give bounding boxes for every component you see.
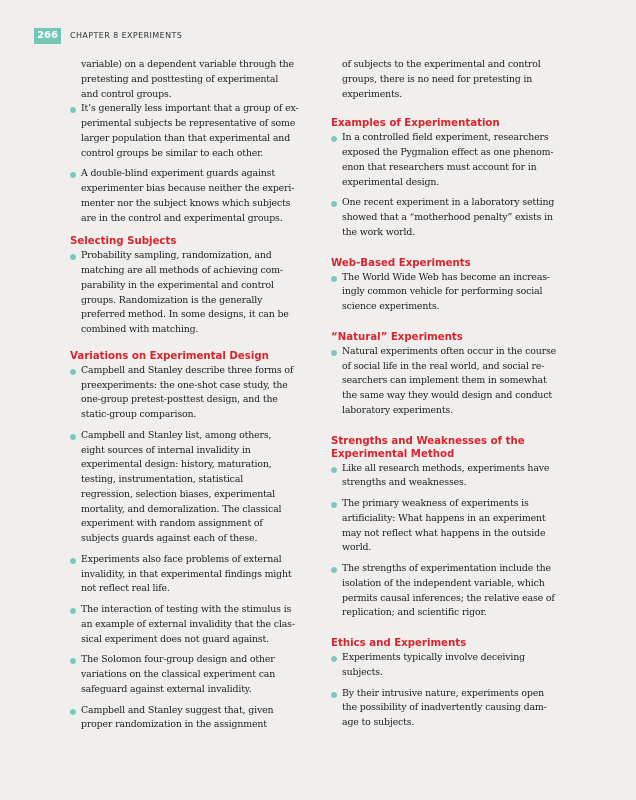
bullet-dot-icon bbox=[331, 692, 337, 698]
text-line: the same way they would design and conduct bbox=[342, 390, 553, 401]
bullet-item bbox=[70, 603, 310, 647]
text-line: eight sources of internal invalidity in bbox=[81, 444, 251, 456]
chapter-header: CHAPTER 8 EXPERIMENTS bbox=[70, 31, 183, 40]
text-line: A double-blind experiment guards against bbox=[81, 168, 275, 180]
text-line: variable) on a dependent variable through the bbox=[81, 59, 294, 70]
bullet-list bbox=[331, 131, 571, 240]
bullet-dot-icon bbox=[70, 558, 76, 564]
text-line: artificiality: What happens in an experiment bbox=[342, 512, 546, 524]
text-line: matching are all methods of achieving com- bbox=[81, 265, 283, 276]
text-line: permits causal inferences; the relative ease of bbox=[342, 592, 555, 604]
text-line: The primary weakness of experiments is bbox=[342, 498, 529, 509]
heading-line: Strengths and Weaknesses of the bbox=[331, 435, 525, 447]
bullet-item bbox=[331, 196, 571, 240]
text-line: subjects guards against each of these. bbox=[81, 533, 258, 544]
text-line: an example of external invalidity that the clas- bbox=[81, 618, 295, 630]
text-line: Like all research methods, experiments have bbox=[342, 462, 550, 474]
bullet-list bbox=[331, 651, 571, 731]
text-line: not reflect real life. bbox=[81, 583, 170, 595]
text-line: It’s generally less important that a group of ex- bbox=[81, 103, 299, 115]
text-line: testing, instrumentation, statistical bbox=[81, 474, 244, 485]
text-line: strengths and weaknesses. bbox=[342, 477, 467, 489]
text-line: Natural experiments often occur in the course bbox=[342, 345, 557, 357]
text-line: are in the control and experimental groups. bbox=[81, 212, 283, 224]
text-line: perimental subjects be representative of some bbox=[81, 118, 296, 129]
bullet-dot-icon bbox=[70, 658, 76, 664]
bullet-list bbox=[331, 345, 571, 419]
section-heading-web-based: Web-Based Experiments bbox=[331, 257, 471, 269]
paragraph bbox=[70, 58, 310, 102]
section-heading-natural: “Natural” Experiments bbox=[331, 331, 463, 343]
bullet-item bbox=[70, 102, 310, 161]
text-line: mortality, and demoralization. The classical bbox=[81, 503, 282, 515]
bullet-dot-icon bbox=[331, 136, 337, 142]
text-line: isolation of the independent variable, which bbox=[342, 577, 545, 589]
text-line: safeguard against external invalidity. bbox=[81, 683, 252, 695]
text-line: experiments. bbox=[342, 88, 403, 100]
text-line: Experiments typically involve deceiving bbox=[342, 652, 526, 663]
text-line: age to subjects. bbox=[342, 717, 415, 728]
text-line: exposed the Pygmalion effect as one phenom- bbox=[342, 147, 554, 158]
bullet-dot-icon bbox=[331, 350, 337, 356]
text-line: and control groups. bbox=[81, 88, 172, 100]
continued-text bbox=[70, 58, 310, 102]
text-line: replication; and scientific rigor. bbox=[342, 607, 487, 619]
bullet-dot-icon bbox=[70, 107, 76, 113]
section-heading-variations: Variations on Experimental Design bbox=[70, 350, 269, 362]
text-line: The interaction of testing with the stimulus is bbox=[81, 604, 292, 615]
bullet-item bbox=[331, 131, 571, 190]
text-line: experimental design: history, maturation, bbox=[81, 459, 272, 471]
text-line: regression, selection biases, experimental bbox=[81, 488, 276, 500]
bullet-item bbox=[331, 651, 571, 681]
text-line: showed that a “motherhood penalty” exists in bbox=[342, 212, 553, 223]
text-line: of subjects to the experimental and control bbox=[342, 59, 541, 70]
text-line: experimenter bias because neither the experi- bbox=[81, 183, 295, 194]
text-line: One recent experiment in a laboratory setting bbox=[342, 197, 555, 209]
bullet-dot-icon bbox=[70, 608, 76, 614]
text-line: In a controlled field experiment, researchers bbox=[342, 132, 549, 144]
text-line: Campbell and Stanley suggest that, given bbox=[81, 704, 274, 716]
text-line: By their intrusive nature, experiments open bbox=[342, 687, 545, 699]
text-line: groups, there is no need for pretesting in bbox=[342, 73, 533, 85]
left-column bbox=[70, 58, 310, 733]
bullet-dot-icon bbox=[70, 709, 76, 715]
bullet-item bbox=[331, 345, 571, 419]
section-heading-ethics: Ethics and Experiments bbox=[331, 638, 467, 649]
text-line: The Solomon four-group design and other bbox=[81, 654, 275, 666]
bullet-dot-icon bbox=[331, 467, 337, 473]
text-line: experiment with random assignment of bbox=[81, 518, 263, 530]
page-number: 266 bbox=[34, 28, 61, 44]
bullet-dot-icon bbox=[331, 656, 337, 662]
text-line: variations on the classical experiment can bbox=[81, 669, 276, 680]
text-line: menter nor the subject knows which subjects bbox=[81, 197, 291, 209]
text-line: combined with matching. bbox=[81, 324, 199, 335]
text-line: Experiments also face problems of external bbox=[81, 553, 282, 565]
text-line: Campbell and Stanley describe three forms of bbox=[81, 364, 294, 376]
bullet-dot-icon bbox=[70, 172, 76, 178]
bullet-item bbox=[331, 562, 571, 621]
bullet-list bbox=[331, 462, 571, 622]
text-line: static-group comparison. bbox=[81, 409, 197, 420]
bullet-list bbox=[331, 271, 571, 315]
bullet-item bbox=[331, 462, 571, 492]
section-heading-selecting-subjects: Selecting Subjects bbox=[70, 236, 177, 248]
text-line: pretesting and posttesting of experimental bbox=[81, 73, 279, 85]
text-line: one-group pretest-posttest design, and the bbox=[81, 394, 278, 406]
bullet-dot-icon bbox=[331, 502, 337, 508]
text-line: Campbell and Stanley list, among others, bbox=[81, 429, 272, 441]
text-line: the work world. bbox=[342, 226, 416, 238]
text-line: experimental design. bbox=[342, 176, 440, 188]
bullet-list bbox=[70, 249, 310, 338]
text-line: subjects. bbox=[342, 666, 383, 678]
text-line: control groups be similar to each other. bbox=[81, 147, 264, 159]
text-line: may not reflect what happens in the outside bbox=[342, 527, 546, 539]
bullet-item bbox=[70, 364, 310, 423]
text-line: laboratory experiments. bbox=[342, 404, 453, 416]
right-column bbox=[331, 58, 571, 731]
bullet-dot-icon bbox=[331, 276, 337, 282]
text-line: Probability sampling, randomization, and bbox=[81, 250, 272, 262]
bullet-item bbox=[70, 704, 310, 734]
heading-line: Experimental Method bbox=[331, 448, 455, 460]
text-line: invalidity, in that experimental findings might bbox=[81, 568, 292, 580]
paragraph bbox=[331, 58, 571, 102]
text-line: larger population than that experimental and bbox=[81, 132, 291, 144]
bullet-item bbox=[70, 249, 310, 338]
text-line: preexperiments: the one-shot case study, the bbox=[81, 379, 288, 391]
bullet-item bbox=[331, 497, 571, 556]
continued-text bbox=[331, 58, 571, 102]
text-line: searchers can implement them in somewhat bbox=[342, 375, 547, 387]
bullet-item bbox=[70, 167, 310, 226]
text-line: The strengths of experimentation include the bbox=[342, 563, 551, 574]
text-line: the possibility of inadvertently causing dam- bbox=[342, 702, 547, 714]
bullet-dot-icon bbox=[70, 434, 76, 440]
bullet-item bbox=[70, 429, 310, 547]
text-line: The World Wide Web has become an increas- bbox=[342, 271, 550, 283]
bullet-list bbox=[70, 364, 310, 733]
text-line: groups. Randomization is the generally bbox=[81, 294, 263, 306]
bullet-dot-icon bbox=[331, 567, 337, 573]
text-line: proper randomization in the assignment bbox=[81, 719, 267, 731]
bullet-item bbox=[331, 271, 571, 315]
text-line: science experiments. bbox=[342, 301, 440, 312]
bullet-item bbox=[331, 687, 571, 731]
text-line: enon that researchers must account for in bbox=[342, 161, 537, 173]
text-line: world. bbox=[342, 542, 372, 554]
bullet-item bbox=[70, 553, 310, 597]
text-line: parability in the experimental and control bbox=[81, 279, 274, 291]
bullet-dot-icon bbox=[70, 369, 76, 375]
text-line: sical experiment does not guard against. bbox=[81, 633, 269, 645]
bullet-dot-icon bbox=[70, 254, 76, 260]
bullet-item bbox=[70, 653, 310, 697]
section-heading-examples: Examples of Experimentation bbox=[331, 118, 500, 130]
bullet-list bbox=[70, 102, 310, 226]
text-line: ingly common vehicle for performing social bbox=[342, 286, 543, 298]
bullet-dot-icon bbox=[331, 201, 337, 207]
section-heading-strengths-weaknesses bbox=[331, 435, 571, 461]
text-line: of social life in the real world, and social re- bbox=[342, 360, 545, 372]
text-line: preferred method. In some designs, it can be bbox=[81, 309, 289, 321]
